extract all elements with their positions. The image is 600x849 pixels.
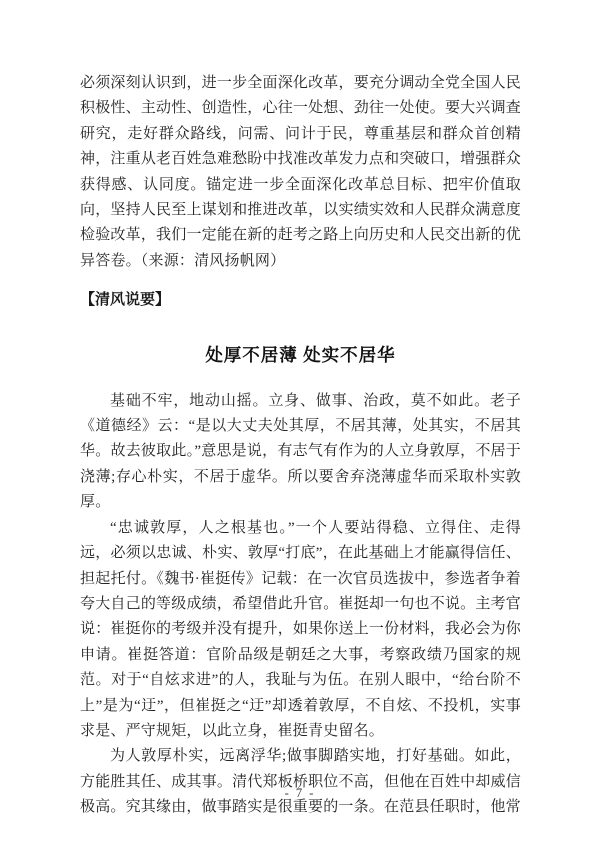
body-paragraph-3: 为人敦厚朴实，远离浮华;做事脚踏实地，打好基础。如此，方能胜其任、成其事。清代郑板桥职位不高，但他在百姓中却威信极高。究其缘由，做事踏实是很重要的一条。在范县任职时，他常 <box>80 748 521 816</box>
continuation-paragraph: 必须深刻认识到，进一步全面深化改革，要充分调动全党全国人民积极性、主动性、创造性，心往一处想、劲往一处使。要大兴调查研究，走好群众路线，问需、问计于民，尊重基层和群众首创精神，注重从老百姓急难愁盼中找准改革发力点和突破口，增强群众获得感、认同度。锚定进一步全面深化改革总目标、把牢价值取向，坚持人民至上谋划和推进改革，以实绩实效和人民群众满意度检验改革，我们一定能在新的赶考之路上向历史和人民交出新的优异答卷。（来源：清风扬帆网） <box>80 75 521 269</box>
page-number-footer: - 7 - <box>284 786 316 800</box>
body-paragraph-2: “忠诚敦厚，人之根基也。”一个人要站得稳、立得住、走得远，必须以忠诚、朴实、敦厚“打底”，在此基础上才能赢得信任、担起托付。《魏书·崔挺传》记载：在一次官员选拔中，参选者争着夸大自己的等级成绩，希望借此升官。崔挺却一句也不说。主考官说：崔挺你的考级并没有提升，如果你送上一份材料，我必会为你申请。崔挺答道：官阶品级是朝廷之大事，考察政绩乃国家的规范。对于“自炫求进”的人，我耻与为伍。在别人眼中，“给台阶不上”是为“迂”，但崔挺之“迂”却透着敦厚，不自炫、不投机，实事求是、严守规矩，以此立身，崔挺青史留名。 <box>80 519 521 739</box>
body-paragraph-1: 基础不牢，地动山摇。立身、做事、治政，莫不如此。老子《道德经》云：“是以大丈夫处其厚，不居其薄，处其实，不居其华。故去彼取此。”意思是说，有志气有作为的人立身敦厚，不居于浇薄;存心朴实，不居于虚华。所以要舍弃浇薄虚华而采取朴实敦厚。 <box>80 392 521 511</box>
section-label: 【清风说要】 <box>80 292 171 309</box>
article-title: 处厚不居薄 处实不居华 <box>205 344 396 365</box>
page-content <box>80 71 521 821</box>
